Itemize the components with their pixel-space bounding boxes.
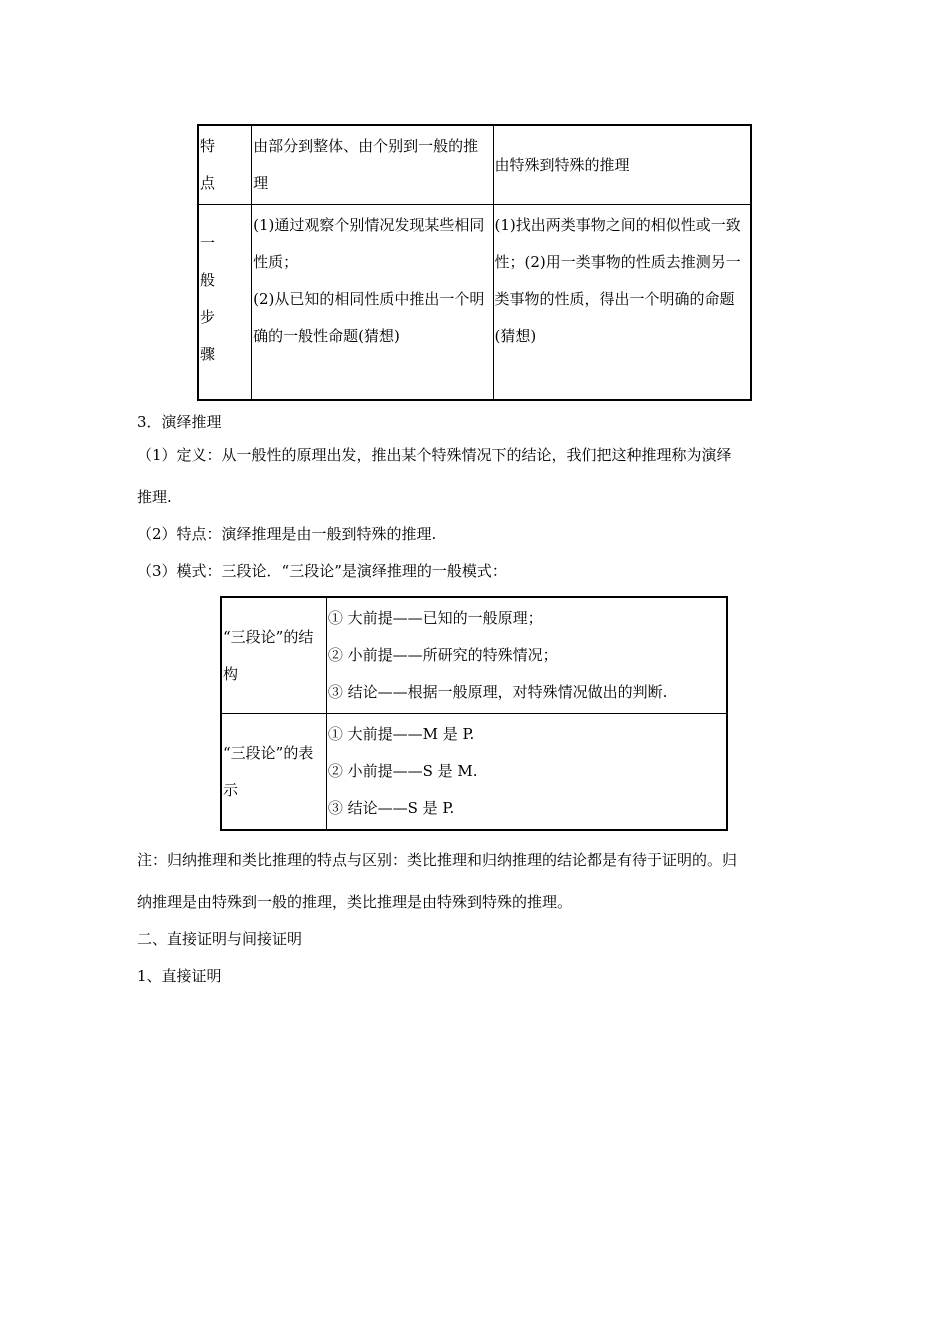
syllogism-line: ② 小前提——S 是 M. [327,762,478,780]
section-heading-deduction: 3．演绎推理 [137,413,222,431]
step-line: (2)从已知的相同性质中推出一个明确的一般性命题(猜想) [253,290,485,345]
note-line-2: 纳推理是由特殊到一般的推理，类比推理是由特殊到特殊的推理。 [137,893,573,911]
analogy-feature-cell: 由特殊到特殊的推理 [493,125,751,205]
table-row [221,714,727,831]
step-line: (1)通过观察个别情况发现某些相同性质； [253,216,485,271]
table-row [198,205,751,400]
syllogism-notation-cell [326,714,727,831]
label-char: 般 [200,271,216,289]
syllogism-table [220,596,728,831]
section-heading-proof: 二、直接证明与间接证明 [137,930,303,948]
row-label-steps [198,205,252,400]
induction-analogy-table [197,124,752,401]
label-char: 点 [200,174,216,192]
note-line-1: 注：归纳推理和类比推理的特点与区别：类比推理和归纳推理的结论都是有待于证明的。归 [137,851,738,869]
syllogism-structure-cell [326,597,727,714]
syllogism-notation-label: “三段论”的表示 [221,714,326,831]
definition-paragraph: （1）定义：从一般性的原理出发，推出某个特殊情况下的结论，我们把这种推理称为演绎 [137,446,732,464]
syllogism-line: ③ 结论——S 是 P. [327,799,455,817]
syllogism-line: ① 大前提——M 是 P. [327,725,475,743]
feature-paragraph: （2）特点：演绎推理是由一般到特殊的推理. [137,525,437,543]
syllogism-line: ① 大前提——已知的一般原理； [327,609,543,627]
label-char: 骤 [200,345,216,363]
syllogism-line: ② 小前提——所研究的特殊情况； [327,646,558,664]
label-char: 步 [200,308,216,326]
syllogism-line: ③ 结论——根据一般原理，对特殊情况做出的判断. [327,683,668,701]
induction-feature-cell: 由部分到整体、由个别到一般的推理 [252,125,493,205]
label-char: 特 [200,137,216,155]
label-char: 一 [200,234,216,252]
table-row [198,125,751,205]
definition-continuation: 推理. [137,488,172,506]
row-label-features [198,125,252,205]
analogy-steps-cell: (1)找出两类事物之间的相似性或一致性；(2)用一类事物的性质去推测另一类事物的性质，得出一个明确的命题(猜想) [493,205,751,400]
subsection-direct-proof: 1、直接证明 [137,967,222,985]
mode-paragraph: （3）模式：三段论．“三段论”是演绎推理的一般模式： [137,562,507,580]
table-row [221,597,727,714]
syllogism-structure-label: “三段论”的结构 [221,597,326,714]
induction-steps-cell [252,205,493,400]
